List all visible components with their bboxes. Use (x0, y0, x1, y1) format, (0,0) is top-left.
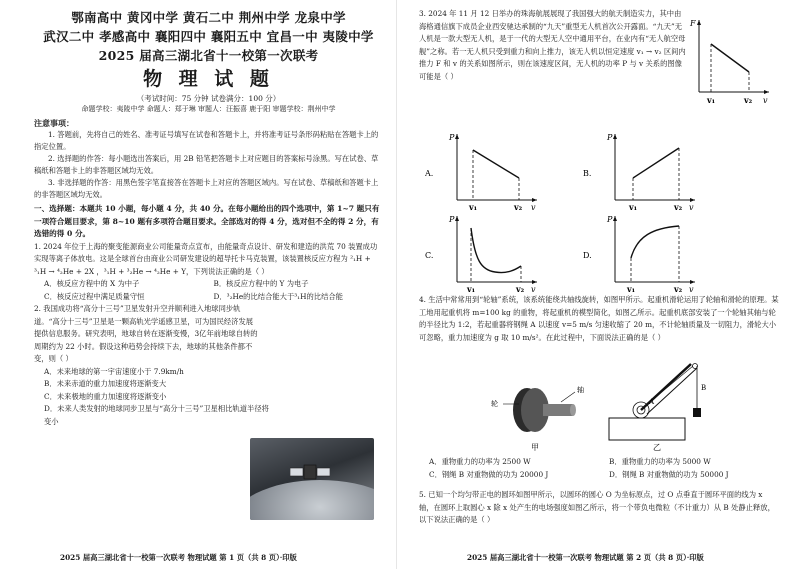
rope-b-label: B (701, 384, 707, 392)
question-3: 3. 2024 年 11 月 12 日举办的珠海航展展现了我国强大的航天制造实力，其中由海格通信旗下成员企业西安驰达承制的“九天”重型无人机首次公开露面。“九天”无人机是一款大型无人机，是于一代的大型无人空中通用平台，在业内有“无人航空母舰”之称。若一无人机只受到重力和向上推力，该无人机以恒定速度 v₁ → v₂ 区间内推力 F 和 v 的关系如图所示，则在该速度区间，无人机的功率 P 与 v 关系的图像可能是（ ） (419, 9, 686, 81)
q2-option-c: C．未来极地的重力加速度将逐渐变小 (44, 391, 167, 401)
axis-label-v-a: v (531, 203, 536, 212)
q4-option-b: B．重物重力的功率为 5000 W (609, 457, 711, 466)
option-c-graph (425, 212, 545, 294)
option-a-label: A. (425, 169, 434, 178)
left-footer: 2025 届高三湖北省十一校第一次联考 物理试题 第 1 页（共 8 页）·印版 (60, 553, 297, 562)
q1-option-a: A．核反应方程中的 X 为中子 (44, 279, 140, 288)
axis-label-p-c: P (449, 215, 455, 224)
question-5: 5. 已知一个均匀带正电的圆环如图甲所示，以圆环的圆心 O 为坐标原点，过 O 点垂直于圆环平面的线为 x 轴，在圆环上取圆心 x 除 x 处产生的电场强度如图乙所示，将一个带负电微粒（不计重力）从 B 处静止释放，以下说法正确的是（ ） (419, 490, 775, 524)
question-1: 1. 2024 年位于上海的聚变能源商业公司能量奇点宣布，由能量奇点设计、研发和建造的洪荒 70 装置成功实现等离子体放电。这是全球首台由商业公司研发建设的超导托卡马克装置，该装置核反应方程为 ²₁H + ³₁H → ⁴₂He + 2X ，³₁H + ³₂He → ⁴₂He + Y，下列说法正确的是（ ） (34, 241, 378, 276)
question-2-options (34, 366, 272, 429)
satellite-icon (290, 460, 330, 484)
question-4: 4. 生活中常常用到“轮轴”系统，该系统能绕共轴线旋转，如图甲所示。起重机滑轮运用了轮轴和滑轮的原理。某工地用起重机将 m=100 kg 的重物，将起重机的模型简化，如图乙所示。起重机底部安装了一个轮轴其轴与轮的半径比为 1:2，若起重器将钢绳 A 以速度 v=5 m/s 匀速收缩了 20 m，不计轮轴质量及一切阻力，滑轮大小可忽略，重力加速度为 g 取 10 m/s²。在此过程中，下面说法正确的是（ ） (419, 295, 779, 342)
tick-v1-d: v₁ (627, 284, 636, 294)
section-1-heading: 一、选择题：本题共 10 小题，每小题 4 分，共 40 分。在每小题给出的四个选项中，第 1~7 题只有一项符合题目要求，第 8~10 题有多项符合题目要求。全部选对的得 4 分，选对但不全的得 2 分，有选错的得 0 分。 (34, 204, 380, 238)
question-1-options (34, 278, 383, 303)
satellite-photo (250, 438, 374, 520)
question-2: 2. 我国成功将“高分十三号”卫星发射升空并顺利进入地球同步轨道。“高分十三号”卫星是一颗高轨光学遥感卫星，可为国民经济发展提供信息服务。研究表明，地球自转在逐渐变慢，3亿年前地球自转的周期约为 22 小时。假设这种趋势会持续下去，地球的其他条件都不变，则（ ） (34, 304, 258, 363)
right-footer: 2025 届高三湖北省十一校第一次联考 物理试题 第 2 页（共 8 页）·印版 (467, 553, 704, 562)
q1-option-c: C．核反应过程中满足质量守恒 (44, 291, 145, 301)
figure-yi-label: 乙 (653, 443, 661, 452)
figure-jia-label: 甲 (531, 443, 539, 452)
force-velocity-graph (687, 14, 772, 106)
tick-v1-c: v₁ (467, 284, 476, 294)
axis-label-p-d: P (607, 215, 613, 224)
option-b-graph (583, 130, 703, 212)
axis-label-p-a: P (449, 133, 455, 142)
tick-v1-a: v₁ (469, 202, 478, 212)
q4-option-d: D．钢绳 B 对重物做的功为 50000 J (609, 469, 729, 479)
option-b-label: B. (583, 169, 592, 178)
note-2: 2. 选择题的作答：每小题选出答案后，用 2B 铅笔把答题卡上对应题目的答案标号涂黑。写在试卷、草稿纸和答题卡上的非答题区域均无效。 (34, 154, 379, 175)
axis-label-f: F (690, 19, 696, 28)
option-d-label: D. (583, 251, 592, 260)
q2-option-d: D．未来人类发射的地球同步卫星与“高分十三号”卫星相比轨道半径将变小 (44, 404, 269, 426)
axis-label-v-b: v (689, 203, 694, 212)
q1-option-d: D．³₂He的比结合能大于³₁H的比结合能 (213, 291, 343, 301)
tick-v2-a: v₂ (514, 202, 523, 212)
wheel-axle-figure (483, 374, 593, 454)
q1-option-b: B．核反应方程中的 Y 为电子 (213, 279, 309, 288)
axis-label-p-b: P (607, 133, 613, 142)
schools-line-2: 武汉二中 孝感高中 襄阳四中 襄阳五中 宜昌一中 夷陵中学 (43, 29, 374, 44)
q4-option-a: A．重物重力的功率为 2500 W (429, 457, 531, 466)
notes-heading: 注意事项： (34, 118, 74, 128)
option-a-graph (425, 130, 545, 212)
exam-title: 物 理 试 题 (143, 68, 274, 90)
tick-v1-b: v₁ (629, 202, 638, 212)
axis-label-v-d: v (689, 285, 694, 294)
exam-time: （考试时间：75 分钟 试卷满分：100 分） (136, 94, 281, 103)
option-d-graph (583, 212, 703, 294)
exam-subtitle: 2025 届高三湖北省十一校第一次联考 (98, 48, 319, 63)
tick-v2: v₂ (744, 95, 753, 105)
note-1: 1. 答题前，先将自己的姓名、准考证号填写在试卷和答题卡上，并将准考证号条形码粘贴在答题卡上的指定位置。 (34, 130, 379, 151)
schools-line-1: 鄂南高中 黄冈中学 黄石二中 荆州中学 龙泉中学 (71, 10, 346, 25)
wheel-label: 轮 (491, 400, 498, 408)
question-4-options (419, 456, 789, 481)
exam-authors: 命题学校：夷陵中学 命题人：郑于琳 审题人：汪振喜 鹿于阳 审题学校：荆州中学 (81, 105, 336, 113)
crane-figure (601, 358, 721, 454)
tick-v1: v₁ (707, 95, 716, 105)
tick-v2-d: v₂ (674, 284, 683, 294)
earth-image (250, 480, 374, 520)
q4-option-c: C．钢绳 B 对重物做的功为 20000 J (429, 469, 549, 479)
note-3: 3. 非选择题的作答：用黑色签字笔直接答在答题卡上对应的答题区域内。写在试卷、草稿纸和答题卡上的非答题区域均无效。 (34, 178, 379, 199)
q2-option-a: A．未来地球的第一宇宙速度小于 7.9km/h (44, 366, 184, 376)
axle-label: 轴 (577, 386, 584, 394)
axis-label-v-c: v (531, 285, 536, 294)
axis-label-v: v (763, 96, 768, 105)
rope-a-label: A (649, 398, 655, 406)
right-page (397, 0, 794, 569)
option-c-label: C. (425, 251, 434, 260)
tick-v2-c: v₂ (516, 284, 525, 294)
tick-v2-b: v₂ (674, 202, 683, 212)
q2-option-b: B．未来赤道的重力加速度将逐渐变大 (44, 379, 167, 388)
